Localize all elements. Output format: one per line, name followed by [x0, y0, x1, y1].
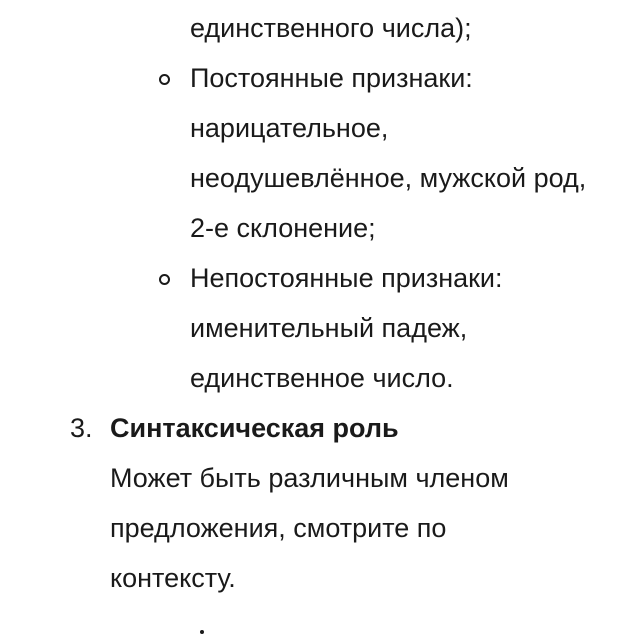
bullet-circle-icon	[159, 274, 170, 285]
text-line: 2-е склонение;	[190, 213, 376, 243]
text-line: единственное число.	[190, 363, 454, 393]
list-number: 3.	[70, 413, 93, 443]
text-line: Может быть различным членом	[110, 463, 509, 493]
text-line: единственного числа);	[190, 13, 472, 43]
bullet-circle-icon	[159, 74, 170, 85]
list-item-text: Постоянные признаки:	[190, 63, 473, 93]
list-item-text: Непостоянные признаки:	[190, 263, 503, 293]
text-line: неодушевлённое, мужской род,	[190, 163, 587, 193]
section-heading: Синтаксическая роль	[110, 413, 399, 443]
text-line: предложения, смотрите по	[110, 513, 447, 543]
text-line: контексту.	[110, 563, 236, 593]
cut-off-text-fragment	[200, 630, 230, 640]
text-line: нарицательное,	[190, 113, 389, 143]
text-line: именительный падеж,	[190, 313, 468, 343]
